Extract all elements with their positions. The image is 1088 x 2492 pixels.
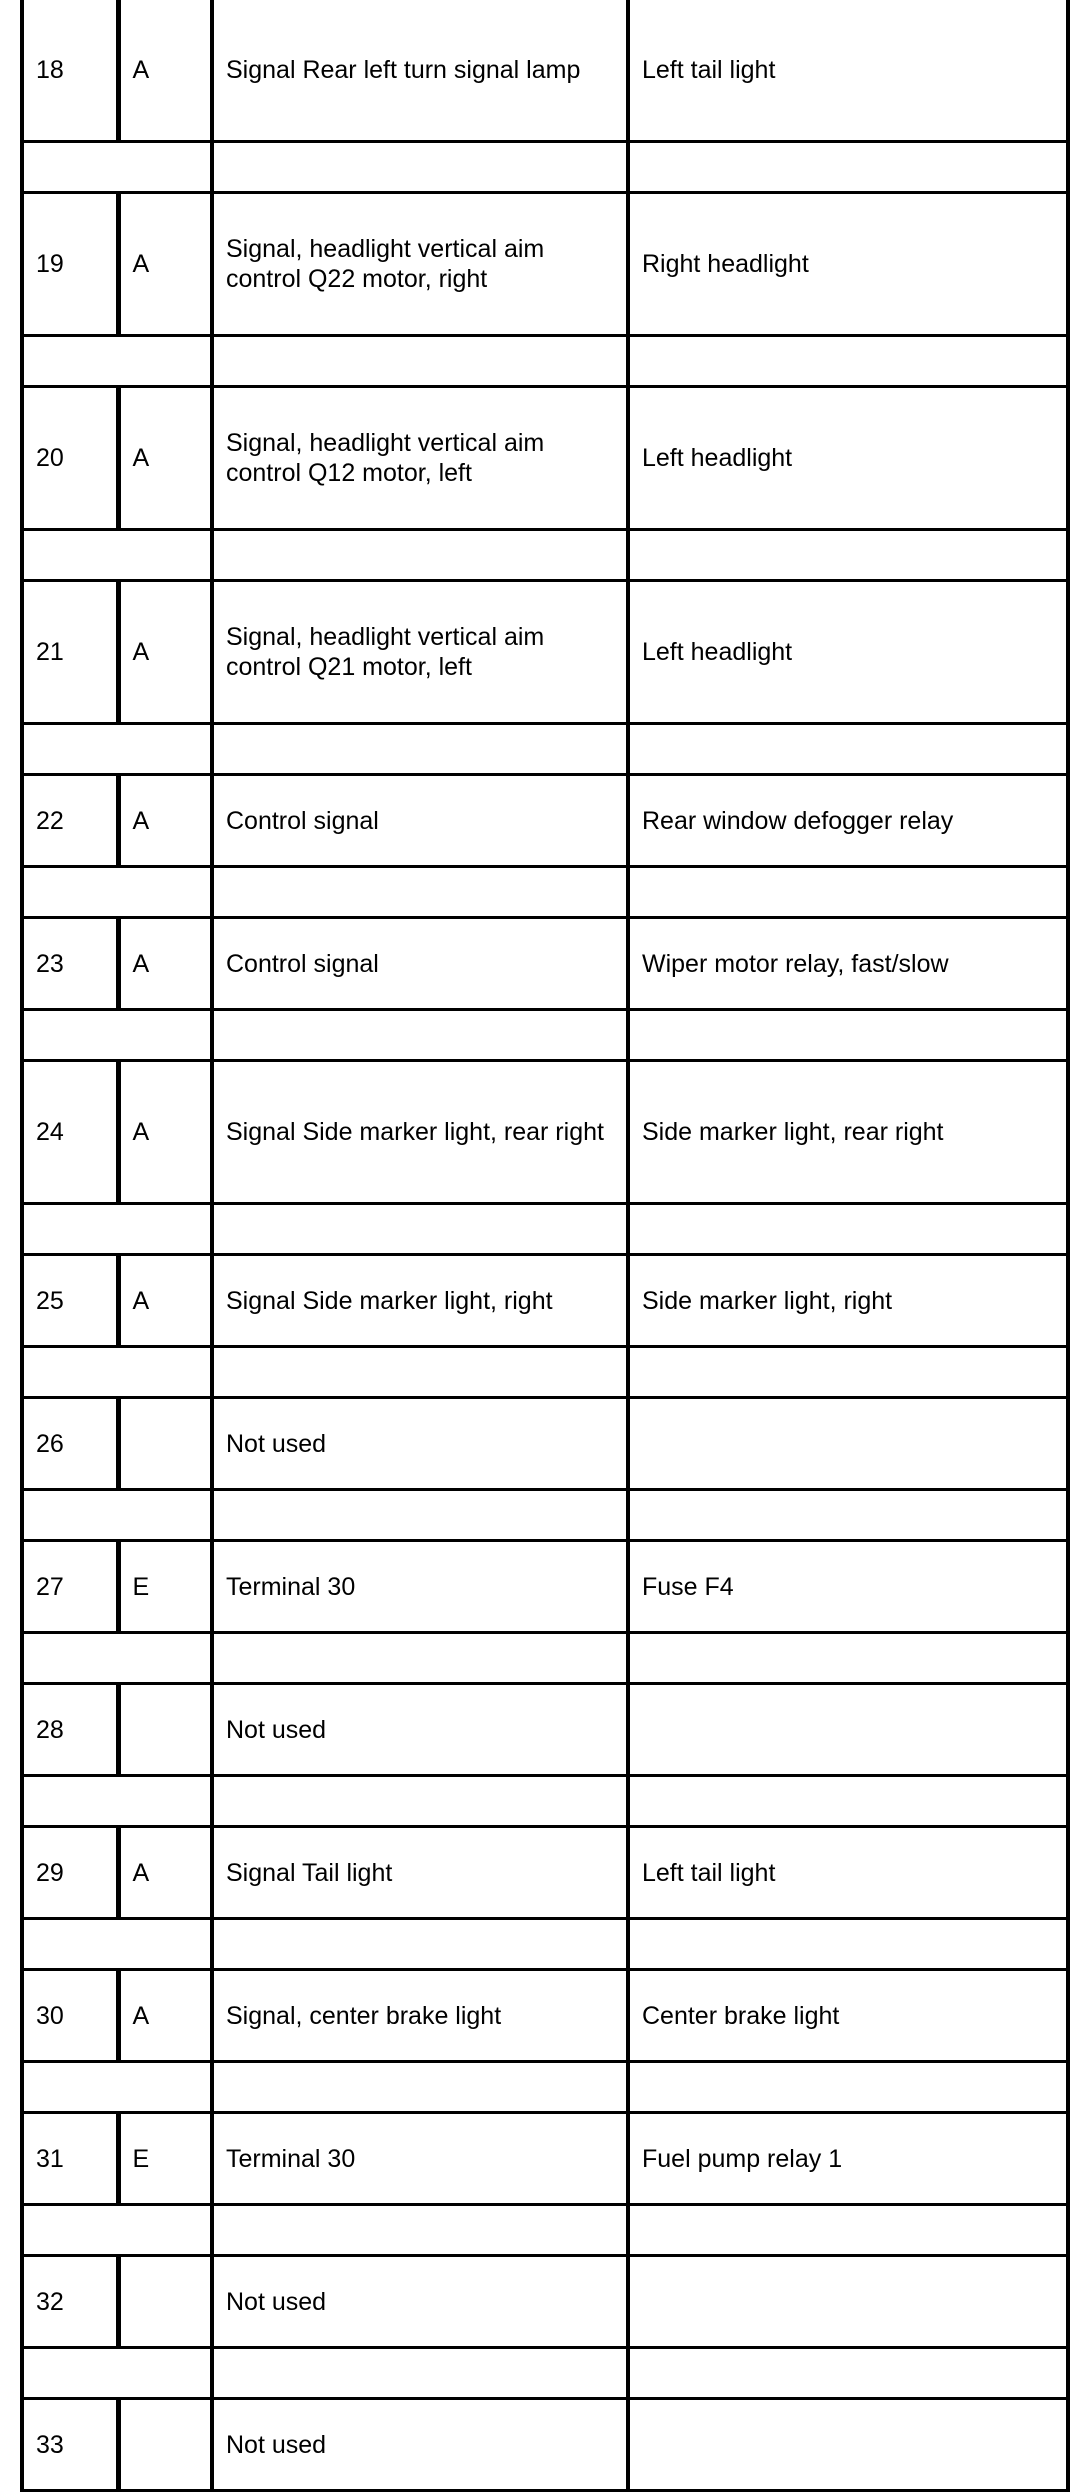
spacer-cell	[118, 1776, 212, 1827]
spacer-cell	[628, 2062, 1068, 2113]
pin-type-cell: A	[118, 775, 212, 867]
pin-description-cell: Signal Side marker light, right	[212, 1255, 628, 1347]
pin-row-31	[22, 2113, 1068, 2205]
pin-type-cell	[118, 1398, 212, 1490]
pin-description-cell: Not used	[212, 2399, 628, 2491]
pin-connection-cell: Fuel pump relay 1	[628, 2113, 1068, 2205]
spacer-cell	[212, 867, 628, 918]
spacer-cell	[22, 2062, 118, 2113]
pin-description-cell: Signal, center brake light	[212, 1970, 628, 2062]
pin-number-cell: 31	[22, 2113, 118, 2205]
pin-type-cell: A	[118, 387, 212, 530]
pin-type-cell: A	[118, 918, 212, 1010]
pin-row-19	[22, 193, 1068, 336]
spacer-cell	[212, 142, 628, 193]
pin-connection-cell	[628, 1398, 1068, 1490]
spacer-cell	[118, 2348, 212, 2399]
spacer-row	[22, 2062, 1068, 2113]
pin-row-29	[22, 1827, 1068, 1919]
pin-description-cell: Signal, headlight vertical aim control Q12 motor, left	[212, 387, 628, 530]
spacer-cell	[22, 1633, 118, 1684]
spacer-cell	[22, 724, 118, 775]
pin-number-cell: 22	[22, 775, 118, 867]
spacer-row	[22, 2205, 1068, 2256]
pin-type-cell: A	[118, 581, 212, 724]
spacer-cell	[212, 724, 628, 775]
pin-number-cell: 20	[22, 387, 118, 530]
spacer-cell	[212, 1490, 628, 1541]
pin-row-28	[22, 1684, 1068, 1776]
spacer-cell	[628, 142, 1068, 193]
spacer-cell	[22, 2348, 118, 2399]
pin-type-cell: E	[118, 2113, 212, 2205]
spacer-cell	[22, 1490, 118, 1541]
spacer-cell	[22, 1919, 118, 1970]
pin-assignment-sheet	[20, 0, 1066, 2459]
pin-connection-cell	[628, 2256, 1068, 2348]
pin-connection-cell: Side marker light, right	[628, 1255, 1068, 1347]
spacer-cell	[22, 530, 118, 581]
spacer-cell	[212, 336, 628, 387]
pin-number-cell: 19	[22, 193, 118, 336]
pin-description-cell: Signal, headlight vertical aim control Q21 motor, left	[212, 581, 628, 724]
spacer-row	[22, 1919, 1068, 1970]
pin-row-26	[22, 1398, 1068, 1490]
spacer-cell	[118, 1010, 212, 1061]
pin-type-cell: A	[118, 1061, 212, 1204]
spacer-cell	[628, 1204, 1068, 1255]
spacer-row	[22, 2348, 1068, 2399]
spacer-cell	[118, 1347, 212, 1398]
spacer-row	[22, 1633, 1068, 1684]
spacer-cell	[212, 1347, 628, 1398]
pin-row-32	[22, 2256, 1068, 2348]
pin-description-cell: Terminal 30	[212, 1541, 628, 1633]
pin-row-24	[22, 1061, 1068, 1204]
spacer-cell	[22, 867, 118, 918]
pin-type-cell	[118, 1684, 212, 1776]
spacer-cell	[212, 1204, 628, 1255]
pin-number-cell: 23	[22, 918, 118, 1010]
spacer-cell	[628, 336, 1068, 387]
pin-connection-cell: Left tail light	[628, 1827, 1068, 1919]
pin-connection-cell: Wiper motor relay, fast/slow	[628, 918, 1068, 1010]
pin-type-cell: A	[118, 1970, 212, 2062]
pin-number-cell: 32	[22, 2256, 118, 2348]
pin-number-cell: 27	[22, 1541, 118, 1633]
spacer-cell	[118, 530, 212, 581]
pin-connection-cell	[628, 2399, 1068, 2491]
pin-connection-cell: Fuse F4	[628, 1541, 1068, 1633]
spacer-cell	[118, 1633, 212, 1684]
pin-number-cell: 33	[22, 2399, 118, 2491]
pin-connection-cell: Right headlight	[628, 193, 1068, 336]
spacer-cell	[212, 2348, 628, 2399]
spacer-row	[22, 724, 1068, 775]
pin-description-cell: Control signal	[212, 918, 628, 1010]
spacer-cell	[118, 867, 212, 918]
spacer-cell	[118, 724, 212, 775]
spacer-cell	[628, 867, 1068, 918]
spacer-row	[22, 336, 1068, 387]
spacer-cell	[22, 142, 118, 193]
pin-row-22	[22, 775, 1068, 867]
pin-row-25	[22, 1255, 1068, 1347]
pin-type-cell	[118, 2256, 212, 2348]
spacer-row	[22, 867, 1068, 918]
pin-description-cell: Signal Rear left turn signal lamp	[212, 0, 628, 142]
pin-description-cell: Control signal	[212, 775, 628, 867]
spacer-cell	[628, 2348, 1068, 2399]
spacer-cell	[212, 1919, 628, 1970]
pin-table-body	[22, 0, 1068, 2491]
spacer-row	[22, 1776, 1068, 1827]
spacer-cell	[212, 1633, 628, 1684]
spacer-cell	[212, 530, 628, 581]
pin-type-cell: E	[118, 1541, 212, 1633]
pin-description-cell: Terminal 30	[212, 2113, 628, 2205]
pin-connection-cell: Left headlight	[628, 387, 1068, 530]
pin-description-cell: Signal, headlight vertical aim control Q22 motor, right	[212, 193, 628, 336]
pin-row-27	[22, 1541, 1068, 1633]
spacer-cell	[628, 530, 1068, 581]
pin-connection-cell	[628, 1684, 1068, 1776]
spacer-cell	[628, 1776, 1068, 1827]
pin-type-cell: A	[118, 1255, 212, 1347]
pin-type-cell: A	[118, 1827, 212, 1919]
pin-row-33	[22, 2399, 1068, 2491]
spacer-cell	[118, 1490, 212, 1541]
pin-number-cell: 21	[22, 581, 118, 724]
pin-description-cell: Not used	[212, 1398, 628, 1490]
spacer-cell	[212, 1776, 628, 1827]
pin-number-cell: 24	[22, 1061, 118, 1204]
pin-type-cell: A	[118, 193, 212, 336]
spacer-cell	[212, 1010, 628, 1061]
pin-type-cell: A	[118, 0, 212, 142]
pin-row-21	[22, 581, 1068, 724]
spacer-row	[22, 1010, 1068, 1061]
spacer-cell	[118, 2205, 212, 2256]
pin-number-cell: 25	[22, 1255, 118, 1347]
pin-row-18	[22, 0, 1068, 142]
spacer-cell	[22, 1204, 118, 1255]
spacer-cell	[22, 336, 118, 387]
spacer-cell	[628, 1490, 1068, 1541]
spacer-cell	[118, 1204, 212, 1255]
spacer-row	[22, 1490, 1068, 1541]
spacer-row	[22, 1204, 1068, 1255]
pin-type-cell	[118, 2399, 212, 2491]
pin-connection-cell: Rear window defogger relay	[628, 775, 1068, 867]
pin-connection-cell: Center brake light	[628, 1970, 1068, 2062]
pin-number-cell: 18	[22, 0, 118, 142]
pin-description-cell: Signal Side marker light, rear right	[212, 1061, 628, 1204]
pin-number-cell: 26	[22, 1398, 118, 1490]
spacer-cell	[212, 2062, 628, 2113]
spacer-cell	[628, 1633, 1068, 1684]
spacer-cell	[22, 1776, 118, 1827]
pin-row-23	[22, 918, 1068, 1010]
spacer-row	[22, 1347, 1068, 1398]
spacer-cell	[212, 2205, 628, 2256]
spacer-cell	[22, 2205, 118, 2256]
pin-description-cell: Not used	[212, 1684, 628, 1776]
pin-connection-cell: Side marker light, rear right	[628, 1061, 1068, 1204]
pin-assignment-table	[20, 0, 1070, 2492]
spacer-cell	[118, 1919, 212, 1970]
spacer-row	[22, 142, 1068, 193]
spacer-cell	[628, 724, 1068, 775]
spacer-cell	[628, 2205, 1068, 2256]
pin-number-cell: 28	[22, 1684, 118, 1776]
pin-number-cell: 30	[22, 1970, 118, 2062]
pin-number-cell: 29	[22, 1827, 118, 1919]
pin-row-20	[22, 387, 1068, 530]
pin-description-cell: Not used	[212, 2256, 628, 2348]
pin-connection-cell: Left tail light	[628, 0, 1068, 142]
pin-connection-cell: Left headlight	[628, 581, 1068, 724]
spacer-cell	[628, 1010, 1068, 1061]
spacer-cell	[118, 142, 212, 193]
spacer-cell	[22, 1010, 118, 1061]
pin-description-cell: Signal Tail light	[212, 1827, 628, 1919]
spacer-cell	[118, 336, 212, 387]
spacer-cell	[628, 1347, 1068, 1398]
spacer-cell	[628, 1919, 1068, 1970]
spacer-cell	[118, 2062, 212, 2113]
spacer-cell	[22, 1347, 118, 1398]
spacer-row	[22, 530, 1068, 581]
pin-row-30	[22, 1970, 1068, 2062]
